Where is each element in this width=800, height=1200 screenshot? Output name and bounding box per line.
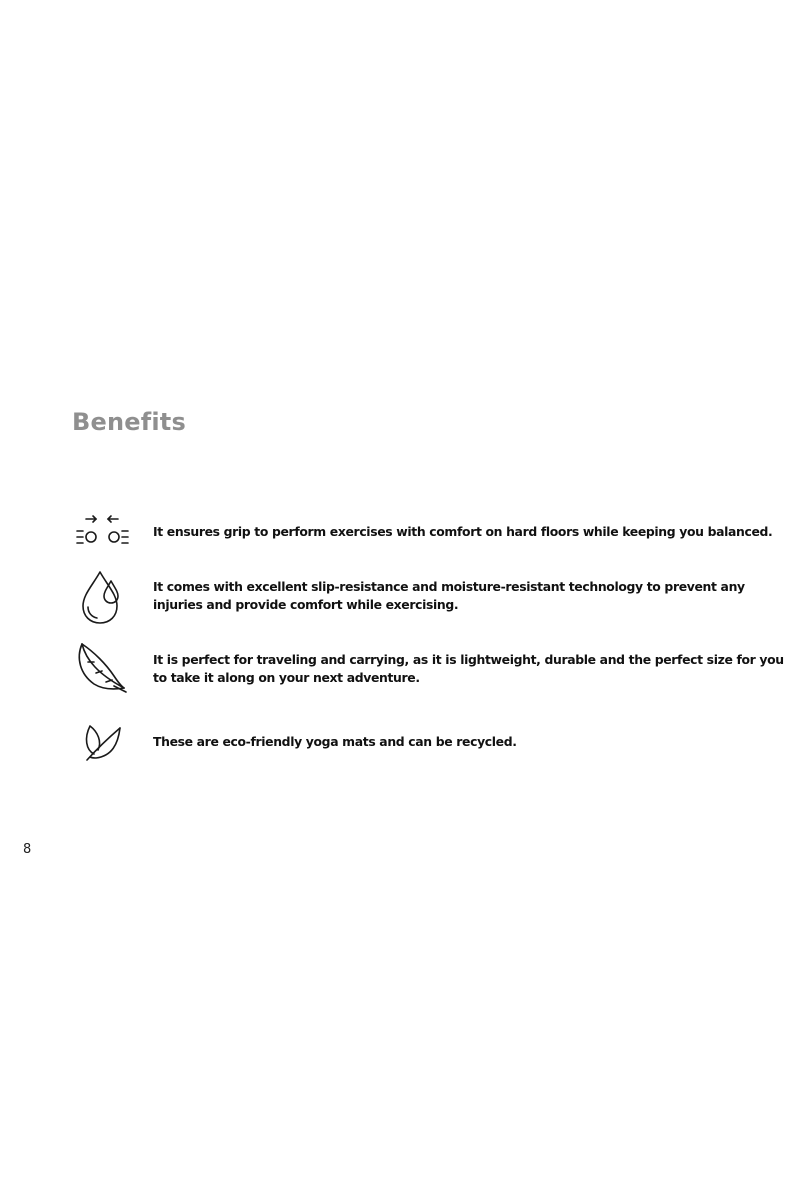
benefit-text-lightweight: It is perfect for traveling and carrying, as it is lightweight, durable and the perfect size for you to take it along on your next adventure.	[153, 652, 784, 685]
benefit-text-eco-friendly: These are eco-friendly yoga mats and can be recycled.	[153, 734, 517, 749]
benefit-text-grip: It ensures grip to perform exercises with comfort on hard floors while keeping you balanced.	[153, 524, 773, 539]
feather-icon	[74, 640, 130, 696]
water-drops-icon	[78, 568, 126, 626]
benefit-text-slip-resistance: It comes with excellent slip-resistance and moisture-resistant technology to prevent any injuries and provide comfort while exercising.	[153, 579, 745, 612]
page-title: Benefits	[72, 408, 186, 436]
grip-arrows-icon	[74, 512, 132, 548]
page-number: 8	[23, 842, 32, 857]
leaf-icon	[82, 722, 124, 764]
